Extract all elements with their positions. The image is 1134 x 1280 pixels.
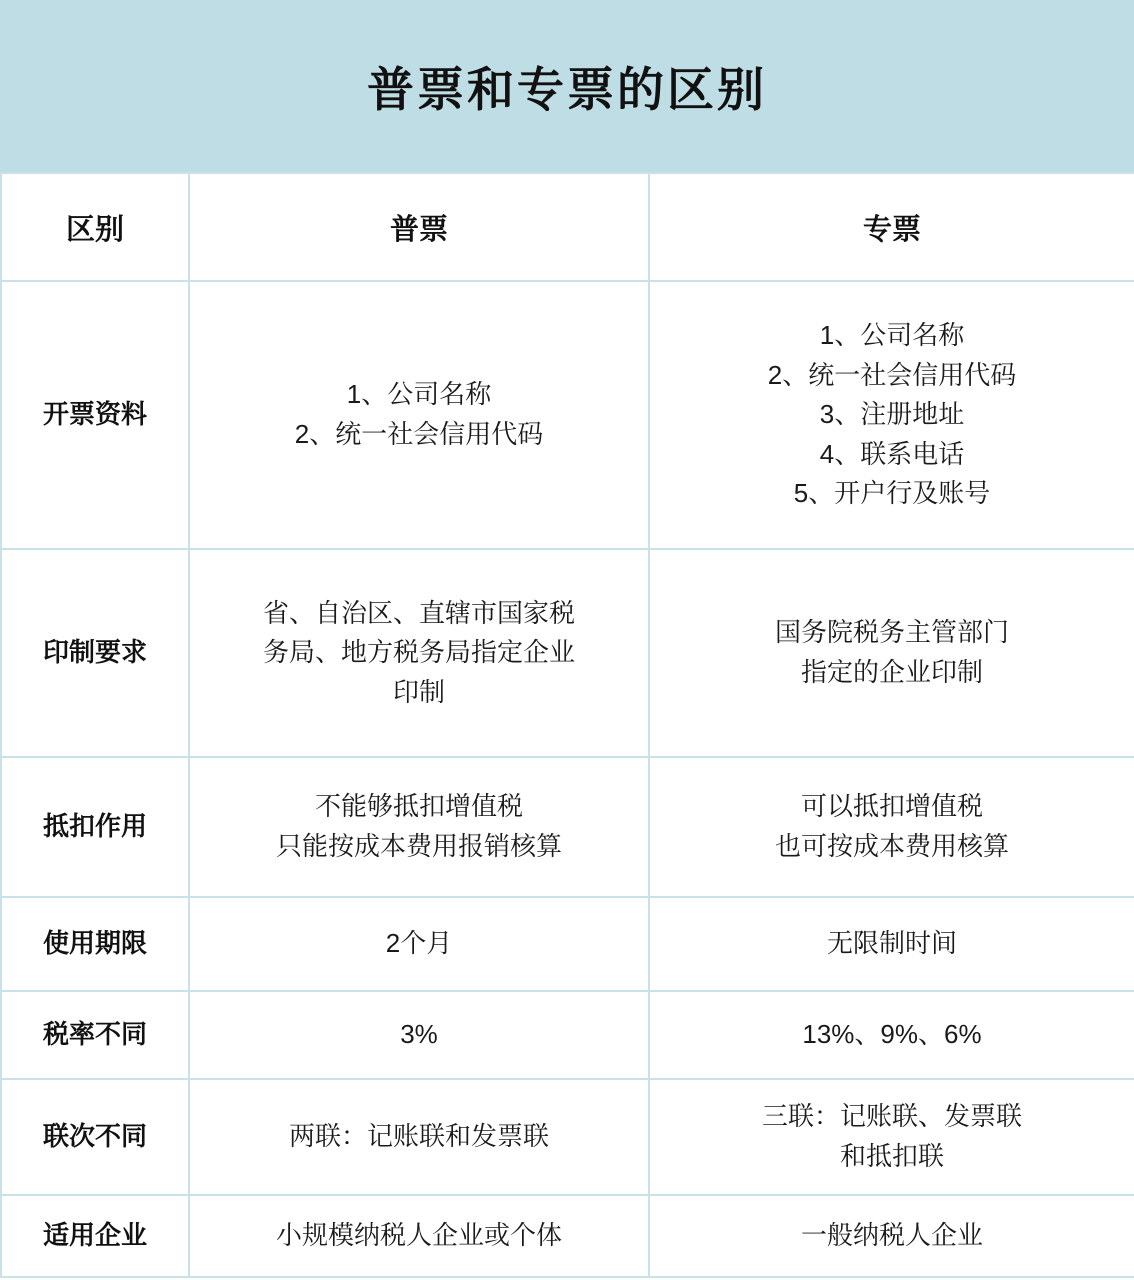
row-label: 抵扣作用	[1, 757, 189, 897]
cell-line: 13%、9%、6%	[802, 1019, 982, 1050]
cell-putiao	[189, 1079, 649, 1195]
cell-line: 也可按成本费用核算	[774, 831, 1009, 861]
cell-putiao	[189, 991, 649, 1079]
cell-line: 2、统一社会信用代码	[767, 359, 1017, 390]
cell-line: 和抵扣联	[839, 1141, 944, 1171]
title-banner	[0, 0, 1134, 172]
cell-line: 可以抵扣增值税	[800, 791, 983, 822]
table-row	[1, 549, 1134, 757]
cell-line: 国务院税务主管部门	[774, 617, 1009, 648]
cell-line: 2、统一社会信用代码	[294, 419, 544, 449]
column-header-putiao: 普票	[189, 173, 649, 281]
cell-zhuanpiao	[649, 281, 1134, 549]
row-label: 开票资料	[1, 281, 189, 549]
comparison-table	[0, 172, 1134, 1278]
cell-line: 务局、地方税务局指定企业	[262, 637, 575, 668]
row-label: 印制要求	[1, 549, 189, 757]
cell-line: 印制	[392, 676, 445, 707]
cell-line: 小规模纳税人企业或个体	[275, 1220, 562, 1251]
cell-putiao	[189, 897, 649, 991]
cell-line: 1、公司名称	[346, 379, 492, 410]
cell-putiao	[189, 757, 649, 897]
cell-line: 一般纳税人企业	[800, 1220, 983, 1251]
cell-zhuanpiao	[649, 991, 1134, 1079]
cell-line: 三联：记账联、发票联	[761, 1101, 1022, 1132]
cell-line: 不能够抵扣增值税	[314, 791, 523, 822]
cell-line: 4、联系电话	[819, 438, 965, 469]
table-row	[1, 757, 1134, 897]
table-row	[1, 1195, 1134, 1277]
row-label: 使用期限	[1, 897, 189, 991]
cell-line: 3、注册地址	[819, 399, 965, 430]
table-row	[1, 897, 1134, 991]
cell-zhuanpiao	[649, 897, 1134, 991]
row-label: 联次不同	[1, 1079, 189, 1195]
cell-line: 5、开户行及账号	[793, 478, 991, 509]
cell-zhuanpiao	[649, 1195, 1134, 1277]
cell-line: 1、公司名称	[819, 320, 965, 351]
cell-line: 2个月	[385, 928, 453, 959]
cell-line: 3%	[400, 1019, 438, 1050]
row-label: 适用企业	[1, 1195, 189, 1277]
column-header-category: 区别	[1, 173, 189, 281]
table-row	[1, 281, 1134, 549]
cell-putiao	[189, 549, 649, 757]
cell-line: 省、自治区、直辖市国家税	[262, 597, 575, 628]
cell-line: 指定的企业印制	[800, 657, 983, 687]
table-row	[1, 991, 1134, 1079]
cell-zhuanpiao	[649, 549, 1134, 757]
cell-putiao	[189, 1195, 649, 1277]
cell-line: 只能按成本费用报销核算	[275, 831, 562, 861]
row-label: 税率不同	[1, 991, 189, 1079]
column-header-zhuanpiao: 专票	[649, 173, 1134, 281]
page-title: 普票和专票的区别	[367, 62, 767, 116]
table-header-row	[1, 173, 1134, 281]
cell-zhuanpiao	[649, 757, 1134, 897]
table-row	[1, 1079, 1134, 1195]
cell-line: 两联：记账联和发票联	[288, 1121, 549, 1152]
cell-line: 无限制时间	[826, 928, 957, 959]
cell-zhuanpiao	[649, 1079, 1134, 1195]
cell-putiao	[189, 281, 649, 549]
